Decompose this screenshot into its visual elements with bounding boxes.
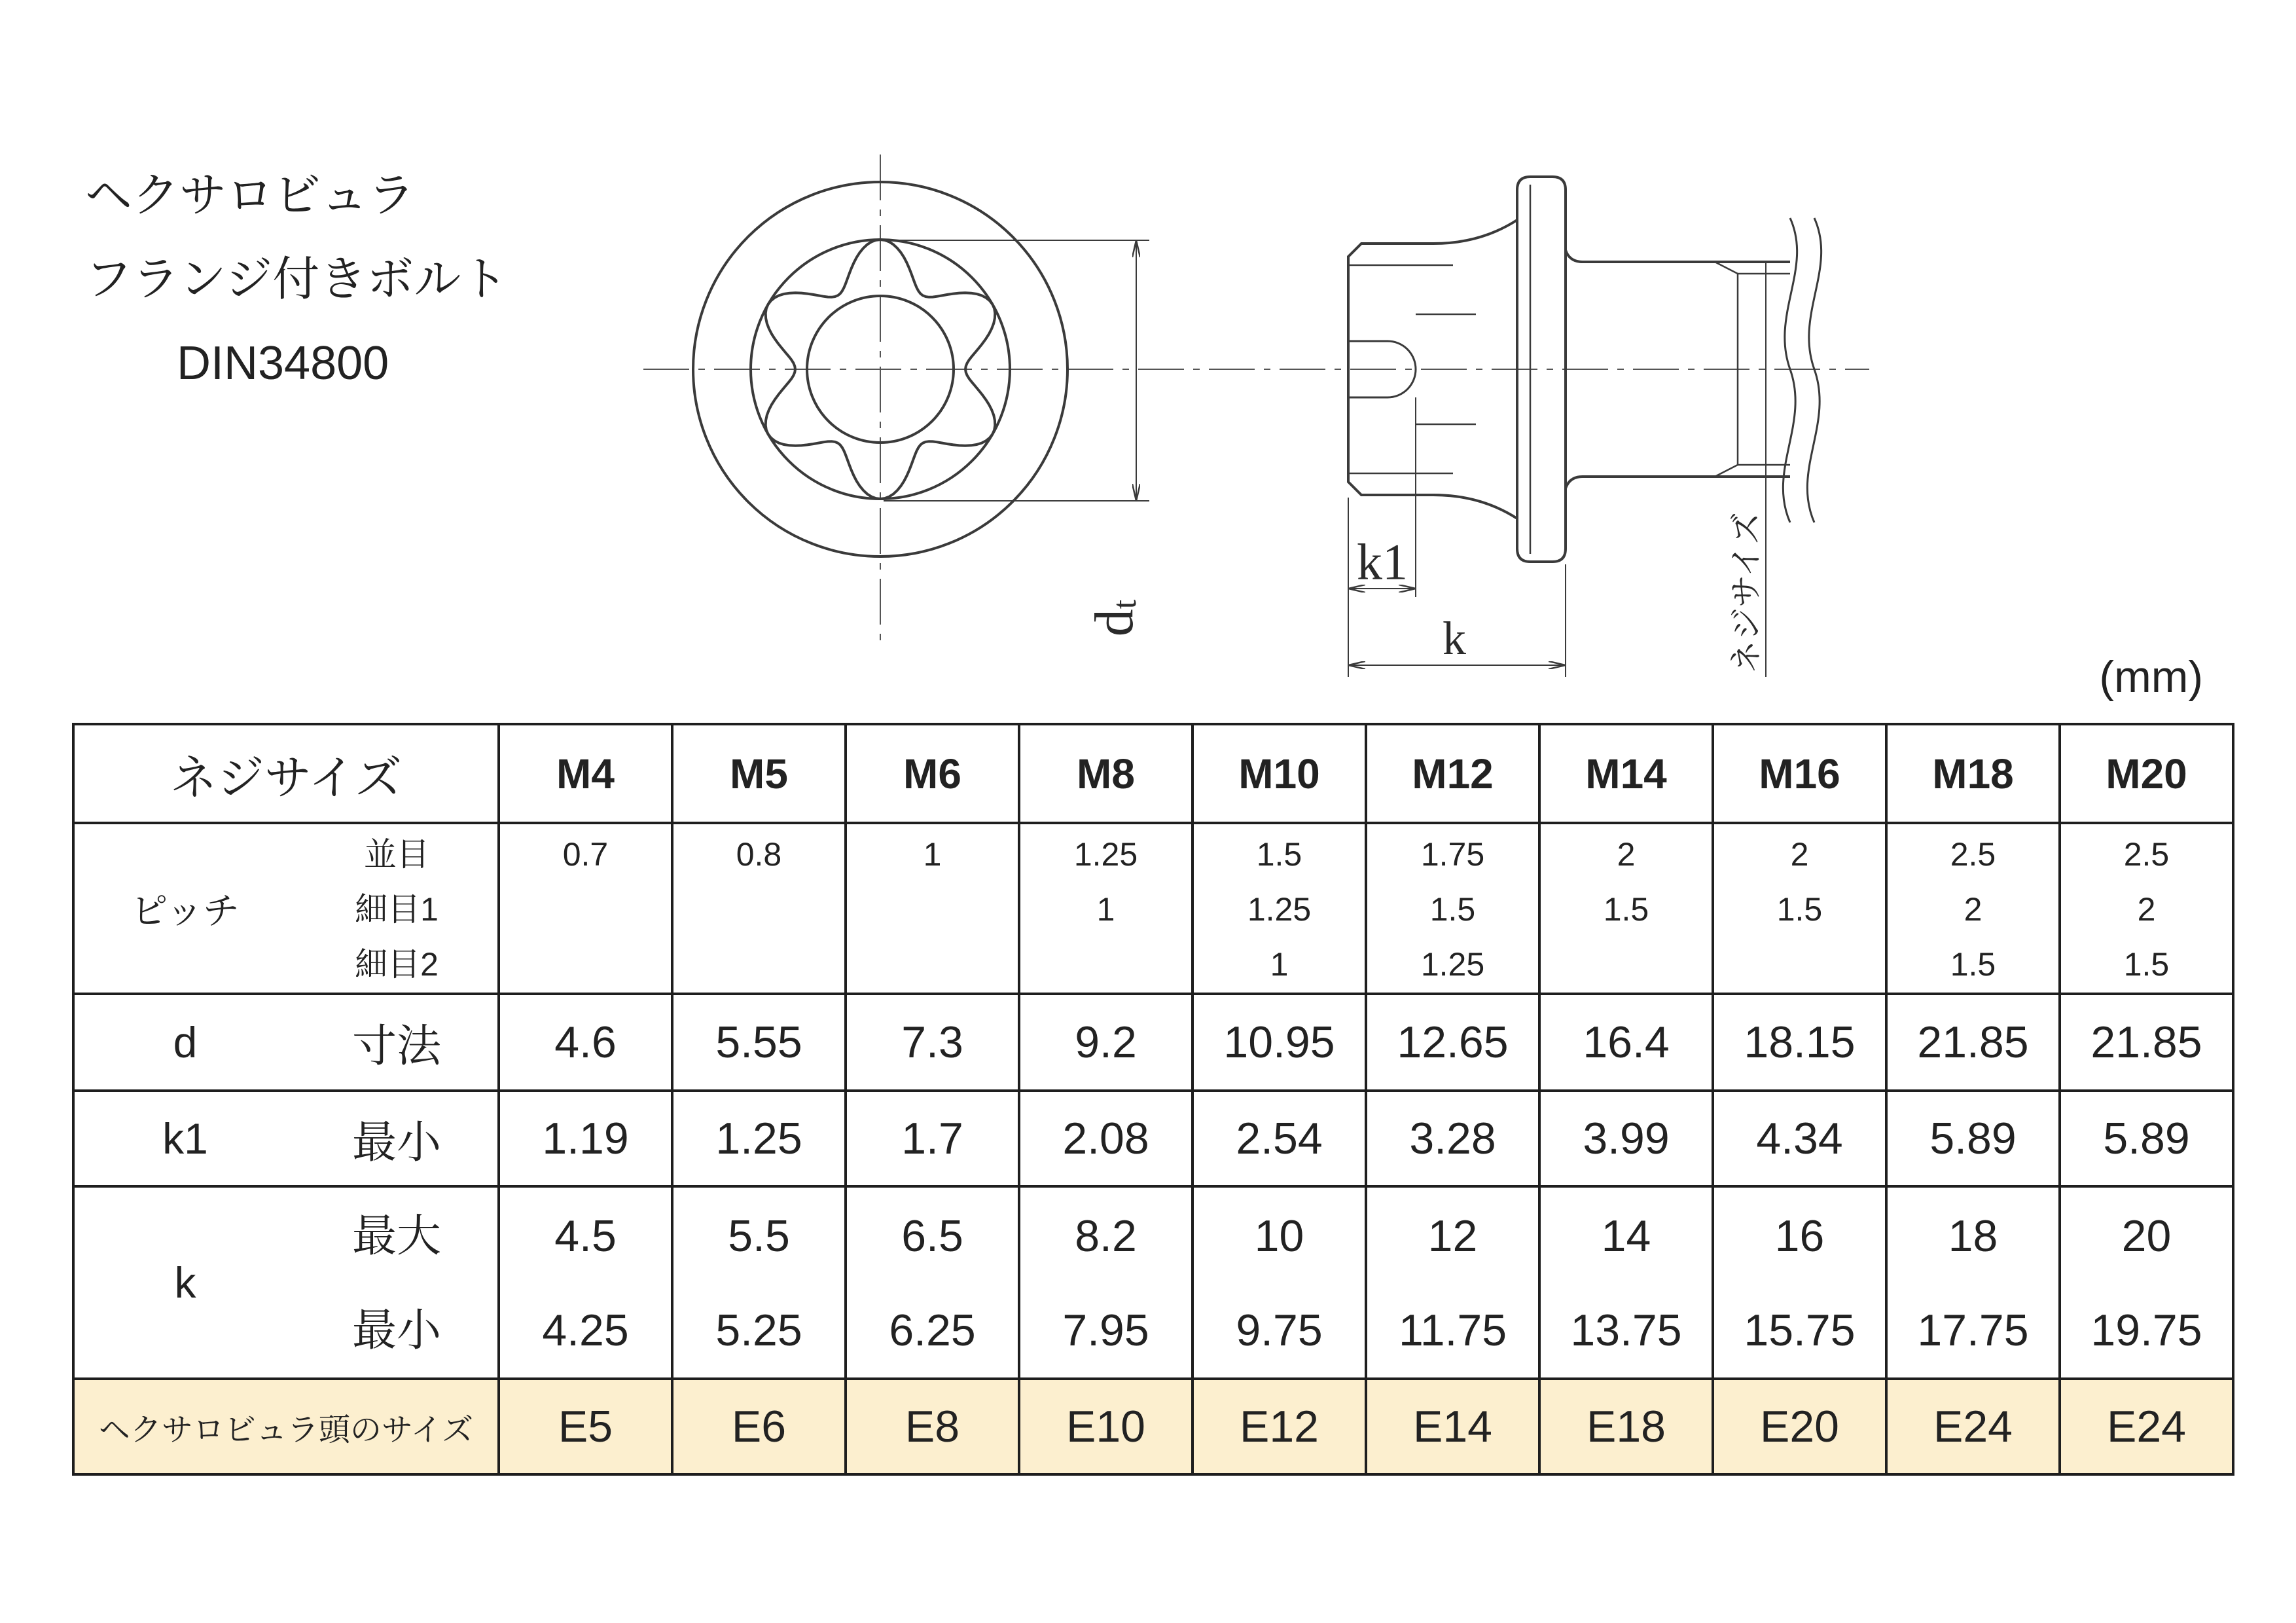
- k-cell: [1886, 1186, 2060, 1379]
- pitch-value: 1: [1096, 891, 1115, 928]
- k-min-value: 6.25: [889, 1305, 976, 1355]
- head-size-value: E20: [1713, 1379, 1886, 1474]
- head-size-value: E8: [846, 1379, 1019, 1474]
- k-max-value: 10: [1254, 1211, 1304, 1261]
- head-size-value: E18: [1539, 1379, 1713, 1474]
- d-value: 5.55: [672, 994, 846, 1091]
- pitch-value: 2: [1790, 836, 1809, 873]
- size-header-m20: M20: [2060, 724, 2233, 823]
- k-cell: [2060, 1186, 2233, 1379]
- k1-min-value: 4.34: [1713, 1091, 1886, 1186]
- k-cell: [1713, 1186, 1886, 1379]
- k-max-label: 最大: [351, 1211, 441, 1261]
- k-max-value: 18: [1948, 1211, 1998, 1261]
- k1-min-label: 最小: [296, 1091, 499, 1186]
- pitch-value: 1.25: [1073, 836, 1138, 873]
- head-size-value: E5: [499, 1379, 672, 1474]
- k-min-value: 17.75: [1917, 1305, 2029, 1355]
- k1-min-value: 3.99: [1539, 1091, 1713, 1186]
- size-header-m18: M18: [1886, 724, 2060, 823]
- k1-min-value: 1.7: [846, 1091, 1019, 1186]
- d-value: 4.6: [499, 994, 672, 1091]
- d-value: 7.3: [846, 994, 1019, 1091]
- dimensions: [884, 240, 1766, 677]
- pitch-cell: [672, 823, 846, 994]
- pitch-value: 1.5: [1776, 891, 1823, 928]
- shaft-top-edge: [1566, 250, 1790, 262]
- k1-label: k1: [73, 1091, 296, 1186]
- pitch-value: 1: [1270, 946, 1289, 983]
- pitch-value: 2: [1964, 891, 1982, 928]
- size-header-m6: M6: [846, 724, 1019, 823]
- pitch-value: 2.5: [1950, 836, 1996, 873]
- product-title-line-2: フランジ付きボルト: [85, 253, 509, 306]
- head-size-value: E24: [2060, 1379, 2233, 1474]
- pitch-cell: [1886, 823, 2060, 994]
- k-max-value: 8.2: [1075, 1211, 1137, 1261]
- size-header-m8: M8: [1019, 724, 1193, 823]
- k-min-value: 15.75: [1744, 1305, 1856, 1355]
- pitch-cell: [1193, 823, 1366, 994]
- head-size-label: ヘクサロビュラ頭のサイズ: [73, 1379, 499, 1474]
- break-line-2: [1807, 218, 1821, 522]
- head-size-value: E14: [1366, 1379, 1539, 1474]
- pitch-value: 2: [2137, 891, 2156, 928]
- size-header-m4: M4: [499, 724, 672, 823]
- dimension-labels: [1084, 512, 1765, 673]
- k-max-value: 14: [1601, 1211, 1651, 1261]
- pitch-cell: [1366, 823, 1539, 994]
- pitch-cell: [1713, 823, 1886, 994]
- dt-label: [1084, 599, 1145, 636]
- k-cell: [672, 1186, 846, 1379]
- k-sub-labels: [296, 1186, 499, 1379]
- pitch-cell: [846, 823, 1019, 994]
- k-min-value: 5.25: [715, 1305, 802, 1355]
- shaft-bottom-edge: [1566, 477, 1790, 488]
- pitch-label: ピッチ: [73, 823, 296, 994]
- pitch-cell: [499, 823, 672, 994]
- k1-min-value: 3.28: [1366, 1091, 1539, 1186]
- size-header-m10: M10: [1193, 724, 1366, 823]
- k-min-value: 7.95: [1062, 1305, 1149, 1355]
- pitch-value: 1.5: [1950, 946, 1996, 983]
- pitch-sub-labels: [296, 823, 499, 994]
- d-value: 21.85: [2060, 994, 2233, 1091]
- pitch-value: 1.25: [1247, 891, 1312, 928]
- size-header-m12: M12: [1366, 724, 1539, 823]
- head-size-value: E6: [672, 1379, 846, 1474]
- k1-min-value: 1.19: [499, 1091, 672, 1186]
- pitch-value: 1.5: [1256, 836, 1302, 873]
- pitch-value: 0.7: [562, 836, 609, 873]
- pitch-value: 0.8: [736, 836, 782, 873]
- size-header-m5: M5: [672, 724, 846, 823]
- head-size-row: [73, 1379, 2233, 1474]
- k-max-value: 5.5: [728, 1211, 790, 1261]
- d-value: 10.95: [1193, 994, 1366, 1091]
- size-header-m14: M14: [1539, 724, 1713, 823]
- k-min-value: 4.25: [542, 1305, 629, 1355]
- unit-label: (mm): [2099, 652, 2203, 702]
- k-max-value: 4.5: [554, 1211, 617, 1261]
- pitch-value: 1.75: [1420, 836, 1485, 873]
- d-value: 18.15: [1713, 994, 1886, 1091]
- k-max-value: 6.5: [901, 1211, 963, 1261]
- head-size-value: E12: [1193, 1379, 1366, 1474]
- product-title-line-1: ヘクサロビュラ: [85, 170, 416, 222]
- thread-root-top: [1715, 262, 1790, 274]
- k1-min-value: 2.54: [1193, 1091, 1366, 1186]
- pitch-value: 1: [923, 836, 942, 873]
- k-cell: [1193, 1186, 1366, 1379]
- center-lines: [643, 155, 1869, 647]
- pitch-row: [73, 823, 2233, 994]
- d-value: 12.65: [1366, 994, 1539, 1091]
- k-min-value: 9.75: [1236, 1305, 1323, 1355]
- pitch-cell: [1539, 823, 1713, 994]
- k1-min-value: 5.89: [2060, 1091, 2233, 1186]
- dt-label-subscript: t: [1105, 599, 1143, 610]
- k-label: k: [1443, 612, 1466, 665]
- k-min-value: 11.75: [1398, 1305, 1507, 1355]
- pitch-value: 1.5: [1603, 891, 1649, 928]
- k1-min-value: 1.25: [672, 1091, 846, 1186]
- d-value: 21.85: [1886, 994, 2060, 1091]
- pitch-fine-2-label: 細目2: [355, 946, 439, 983]
- standard-number: DIN34800: [177, 337, 389, 390]
- thread-size-row: [73, 724, 2233, 823]
- k-max-value: 16: [1774, 1211, 1825, 1261]
- k1-row: [73, 1091, 2233, 1186]
- bolt-drawing: [0, 0, 2296, 720]
- d-label: d: [73, 994, 296, 1091]
- thread-root-bottom: [1715, 465, 1790, 477]
- pitch-fine-1-label: 細目1: [355, 891, 439, 928]
- d-dimension-label: 寸法: [296, 994, 499, 1091]
- k-max-value: 12: [1427, 1211, 1478, 1261]
- d-value: 16.4: [1539, 994, 1713, 1091]
- k1-min-value: 5.89: [1886, 1091, 2060, 1186]
- spec-table: [72, 723, 2234, 1476]
- d-value: 9.2: [1019, 994, 1193, 1091]
- thread-size-header: ネジサイズ: [73, 724, 499, 823]
- k1-min-value: 2.08: [1019, 1091, 1193, 1186]
- pitch-cell: [1019, 823, 1193, 994]
- pitch-cell: [2060, 823, 2233, 994]
- thread-size-label: ネジサイズ: [1728, 512, 1765, 673]
- pitch-value: 2.5: [2123, 836, 2170, 873]
- pitch-coarse-label: 並目: [364, 836, 429, 873]
- d-row: [73, 994, 2233, 1091]
- k-cell: [1366, 1186, 1539, 1379]
- k-cell: [499, 1186, 672, 1379]
- pitch-value: 1.5: [1429, 891, 1476, 928]
- k-min-value: 19.75: [2090, 1305, 2202, 1355]
- size-header-m16: M16: [1713, 724, 1886, 823]
- dt-label-main: d: [1083, 609, 1145, 637]
- head-size-value: E24: [1886, 1379, 2060, 1474]
- k-min-label: 最小: [351, 1305, 441, 1355]
- k-cell: [1539, 1186, 1713, 1379]
- k-row: [73, 1186, 2233, 1379]
- pitch-value: 2: [1617, 836, 1636, 873]
- k-label: k: [73, 1186, 296, 1379]
- pitch-value: 1.25: [1420, 946, 1485, 983]
- k-cell: [846, 1186, 1019, 1379]
- pitch-value: 1.5: [2123, 946, 2170, 983]
- k-cell: [1019, 1186, 1193, 1379]
- k-max-value: 20: [2121, 1211, 2172, 1261]
- head-size-value: E10: [1019, 1379, 1193, 1474]
- k-min-value: 13.75: [1570, 1305, 1682, 1355]
- k1-label: k1: [1357, 533, 1408, 591]
